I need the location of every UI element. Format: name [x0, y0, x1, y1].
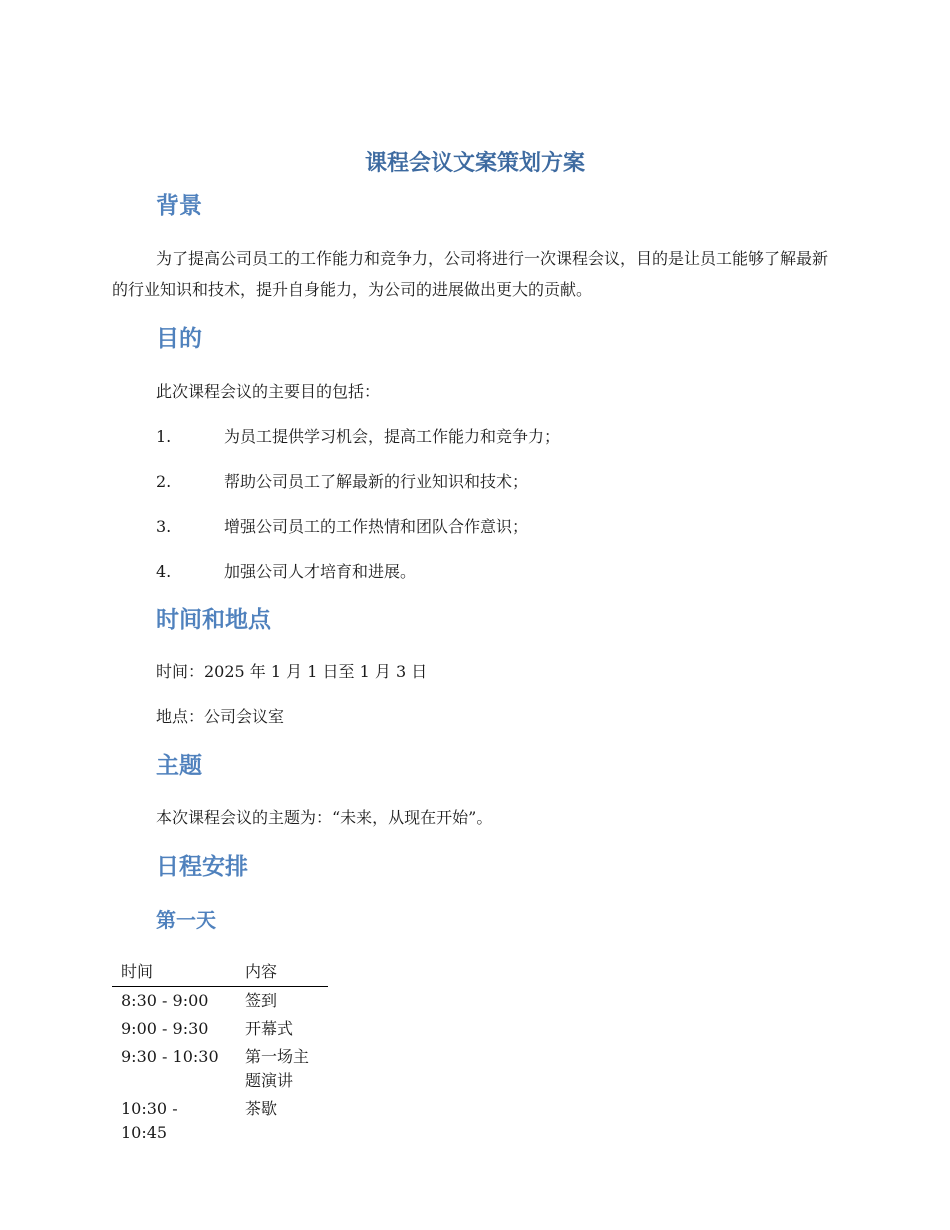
list-item — [156, 425, 560, 449]
table-row — [112, 1043, 328, 1095]
table-cell-content: 开幕式 — [245, 1019, 294, 1038]
list-item — [156, 515, 528, 539]
list-number: 2. — [156, 472, 172, 491]
heading-time-place: 时间和地点 — [156, 607, 271, 633]
table-cell-content: 茶歇 — [245, 1099, 278, 1118]
table-row — [112, 1095, 328, 1147]
heading-purpose: 目的 — [156, 326, 202, 352]
heading-background: 背景 — [156, 193, 202, 219]
list-item — [156, 560, 416, 584]
document-title: 课程会议文案策划方案 — [364, 151, 585, 176]
list-text: 加强公司人才培育和进展。 — [224, 562, 417, 581]
table-cell-time: 8:30 - 9:00 — [121, 991, 209, 1010]
heading-theme: 主题 — [156, 753, 202, 779]
list-text: 帮助公司员工了解最新的行业知识和技术； — [224, 472, 529, 491]
heading-schedule: 日程安排 — [156, 854, 248, 880]
heading-day-one: 第一天 — [156, 908, 216, 932]
time-line: 时间：2025 年 1 月 1 日至 1 月 3 日 — [156, 662, 428, 681]
purpose-intro: 此次课程会议的主要目的包括： — [156, 382, 381, 401]
table-cell-content: 第一场主题演讲 — [245, 1047, 310, 1090]
background-paragraph: 为了提高公司员工的工作能力和竞争力，公司将进行一次课程会议，目的是让员工能够了解最新的行业知识和技术，提升自身能力，为公司的进展做出更大的贡献。 — [112, 249, 829, 299]
list-number: 1. — [156, 427, 172, 446]
column-header-content: 内容 — [236, 958, 328, 987]
table-cell-time: 9:30 - 10:30 — [121, 1047, 219, 1066]
table-row — [112, 987, 328, 1016]
list-text: 为员工提供学习机会，提高工作能力和竞争力； — [224, 427, 561, 446]
list-number: 3. — [156, 517, 172, 536]
table-cell-content: 签到 — [245, 991, 278, 1010]
column-header-time: 时间 — [112, 958, 236, 987]
place-line: 地点：公司会议室 — [156, 707, 285, 726]
table-header-row — [112, 958, 328, 987]
theme-line: 本次课程会议的主题为：“未来，从现在开始”。 — [156, 808, 493, 827]
list-number: 4. — [156, 562, 172, 581]
table-cell-time: 9:00 - 9:30 — [121, 1019, 209, 1038]
table-cell-time: 10:30 - 10:45 — [121, 1099, 178, 1142]
list-text: 增强公司员工的工作热情和团队合作意识； — [224, 517, 529, 536]
table-row — [112, 1015, 328, 1043]
schedule-table — [112, 958, 328, 1147]
list-item — [156, 470, 528, 494]
